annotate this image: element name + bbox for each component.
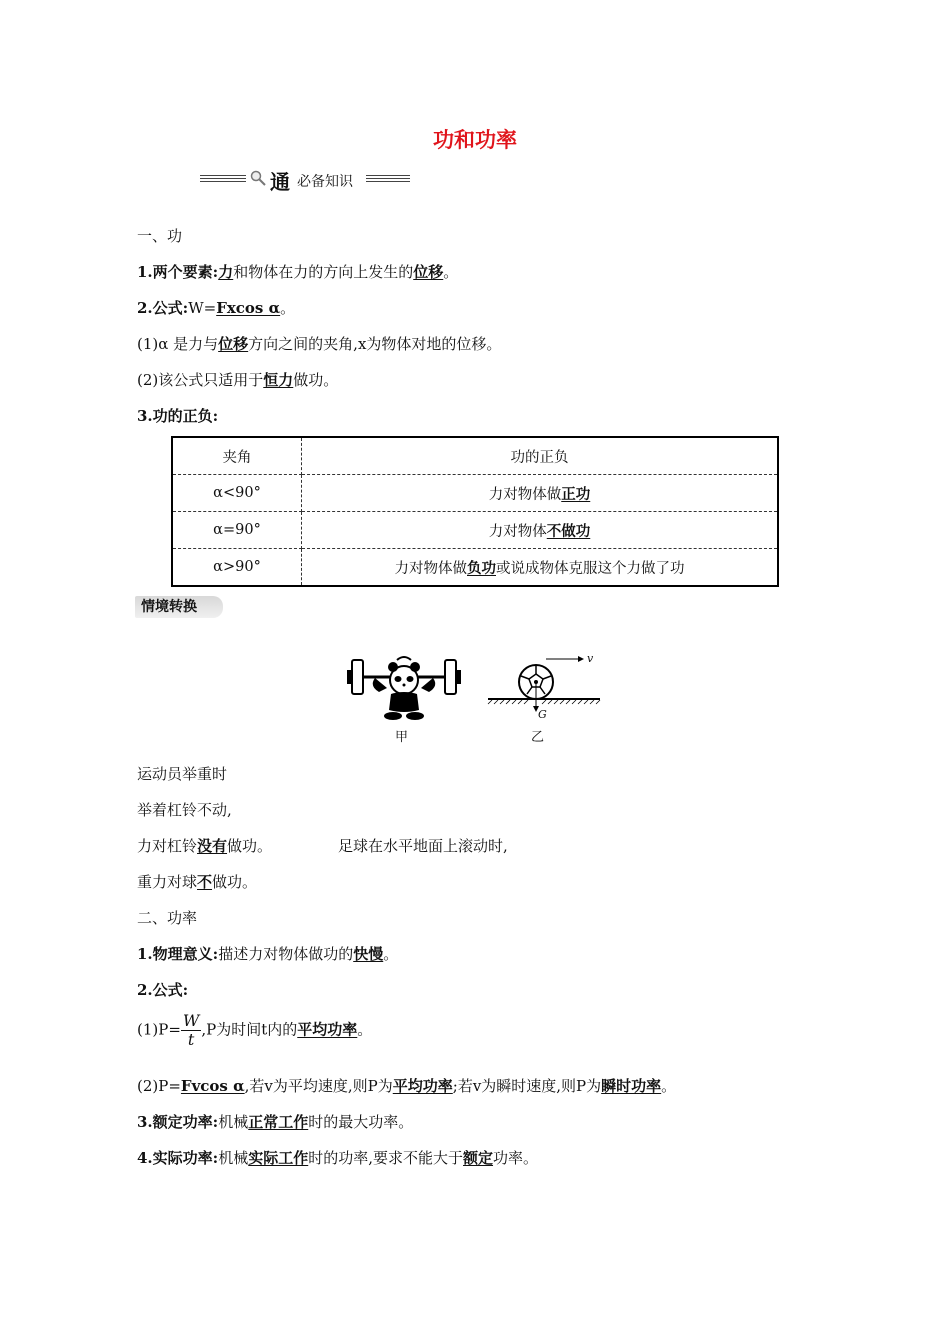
section2-heading: 二、功率 [137, 909, 198, 927]
text: 做功。 [212, 873, 258, 891]
power-formula-2 [137, 1075, 676, 1096]
fraction [181, 1012, 201, 1049]
figure-a-label: 甲 [395, 730, 409, 745]
text: 时的功率,要求不能大于 [308, 1149, 464, 1167]
text: 做功。 [227, 837, 273, 855]
sign-cell [302, 549, 779, 587]
blank: 正常工作 [248, 1113, 309, 1131]
text: 做功。 [293, 371, 339, 389]
text: 。 [383, 945, 399, 963]
text: 力对物体做 [394, 560, 467, 577]
table-row [172, 512, 778, 549]
blank: 平均功率 [297, 1020, 358, 1039]
item-label: 4.实际功率: [137, 1149, 219, 1167]
angle-cell: α<90° [172, 475, 302, 512]
text: ;若v为瞬时速度,则P为 [452, 1077, 602, 1095]
work-formula [137, 297, 295, 318]
banner-label: 必备知识 [297, 174, 353, 190]
text: 。 [280, 299, 296, 317]
gravity-label: G [538, 708, 547, 721]
text: 。 [357, 1020, 373, 1039]
blank: 平均功率 [392, 1077, 453, 1095]
figure-b-label: 乙 [531, 730, 545, 745]
text: (1)α 是力与 [137, 335, 219, 353]
blank: 瞬时功率 [601, 1077, 662, 1095]
text: 机械 [218, 1149, 249, 1167]
work-sign-table [171, 436, 779, 587]
blank: 正功 [561, 485, 591, 503]
item-label: 2.公式: [137, 299, 189, 317]
item-label: 1.两个要素: [137, 263, 219, 281]
fraction-denominator: t [187, 1030, 195, 1049]
page-title: 功和功率 [433, 127, 517, 152]
scene-line-1: 运动员举重时 [137, 765, 228, 783]
text: 。 [443, 263, 459, 281]
angle-cell: α>90° [172, 549, 302, 587]
text: (1)P= [137, 1020, 181, 1039]
section-banner [200, 166, 412, 192]
table-header-row [172, 437, 778, 475]
scene-line-4 [137, 871, 257, 892]
velocity-label: v [587, 652, 594, 665]
work-sign-label: 3.功的正负: [137, 407, 219, 425]
scene-line-2: 举着杠铃不动, [137, 801, 232, 819]
blank: 位移 [218, 335, 249, 353]
text: 描述力对物体做功的 [218, 945, 354, 963]
section1-heading: 一、功 [137, 227, 183, 245]
blank: 不 [197, 873, 213, 891]
text: 或说成物体克服这个力做了功 [496, 560, 685, 577]
table-row [172, 475, 778, 512]
blank: 实际工作 [248, 1149, 309, 1167]
text: 。 [661, 1077, 677, 1095]
sign-cell [302, 512, 779, 549]
text: 力对物体做 [488, 486, 562, 503]
blank: Fvcos α [180, 1077, 245, 1095]
blank: 不做功 [546, 522, 591, 540]
text: 重力对球 [137, 873, 198, 891]
rated-power [137, 1111, 413, 1132]
text: 方向之间的夹角,x为物体对地的位移。 [248, 335, 502, 353]
power-meaning [137, 943, 398, 964]
text: ,P为时间t内的 [201, 1020, 298, 1039]
text: (2)该公式只适用于 [137, 371, 264, 389]
sign-cell [302, 475, 779, 512]
power-formula-label: 2.公式: [137, 981, 189, 999]
table-row [172, 549, 778, 587]
banner-char: 通 [270, 170, 290, 194]
blank: 力 [218, 263, 234, 281]
text: (2)P= [137, 1077, 181, 1095]
blank: 额定 [463, 1149, 494, 1167]
power-formula-1 [137, 1012, 372, 1049]
work-elements [137, 261, 458, 282]
formula-note-2 [137, 369, 338, 390]
formula-note-1 [137, 333, 501, 354]
blank: 没有 [197, 837, 228, 855]
item-label: 3.额定功率: [137, 1113, 219, 1131]
text: ,若v为平均速度,则P为 [244, 1077, 393, 1095]
text: 机械 [218, 1113, 249, 1131]
actual-power [137, 1147, 538, 1168]
angle-cell: α=90° [172, 512, 302, 549]
magnifier-icon [250, 170, 266, 186]
header-angle: 夹角 [172, 437, 302, 475]
text: 功率。 [493, 1149, 539, 1167]
blank: Fxcos α [216, 299, 281, 317]
blank: 恒力 [263, 371, 294, 389]
scene-line-3 [137, 835, 272, 856]
blank: 负功 [467, 559, 496, 577]
text: W= [188, 299, 217, 317]
weightlifter-figure [345, 652, 463, 722]
blank: 位移 [413, 263, 444, 281]
header-sign: 功的正负 [302, 437, 779, 475]
text: 力对杠铃 [137, 837, 198, 855]
scene-football-text: 足球在水平地面上滚动时, [338, 837, 508, 855]
blank: 快慢 [353, 945, 384, 963]
text: 力对物体 [488, 523, 547, 540]
text: 和物体在力的方向上发生的 [233, 263, 414, 281]
scene-tag: 情境转换 [135, 596, 223, 618]
fraction-numerator: W [182, 1011, 200, 1030]
item-label: 1.物理意义: [137, 945, 219, 963]
text: 时的最大功率。 [308, 1113, 414, 1131]
